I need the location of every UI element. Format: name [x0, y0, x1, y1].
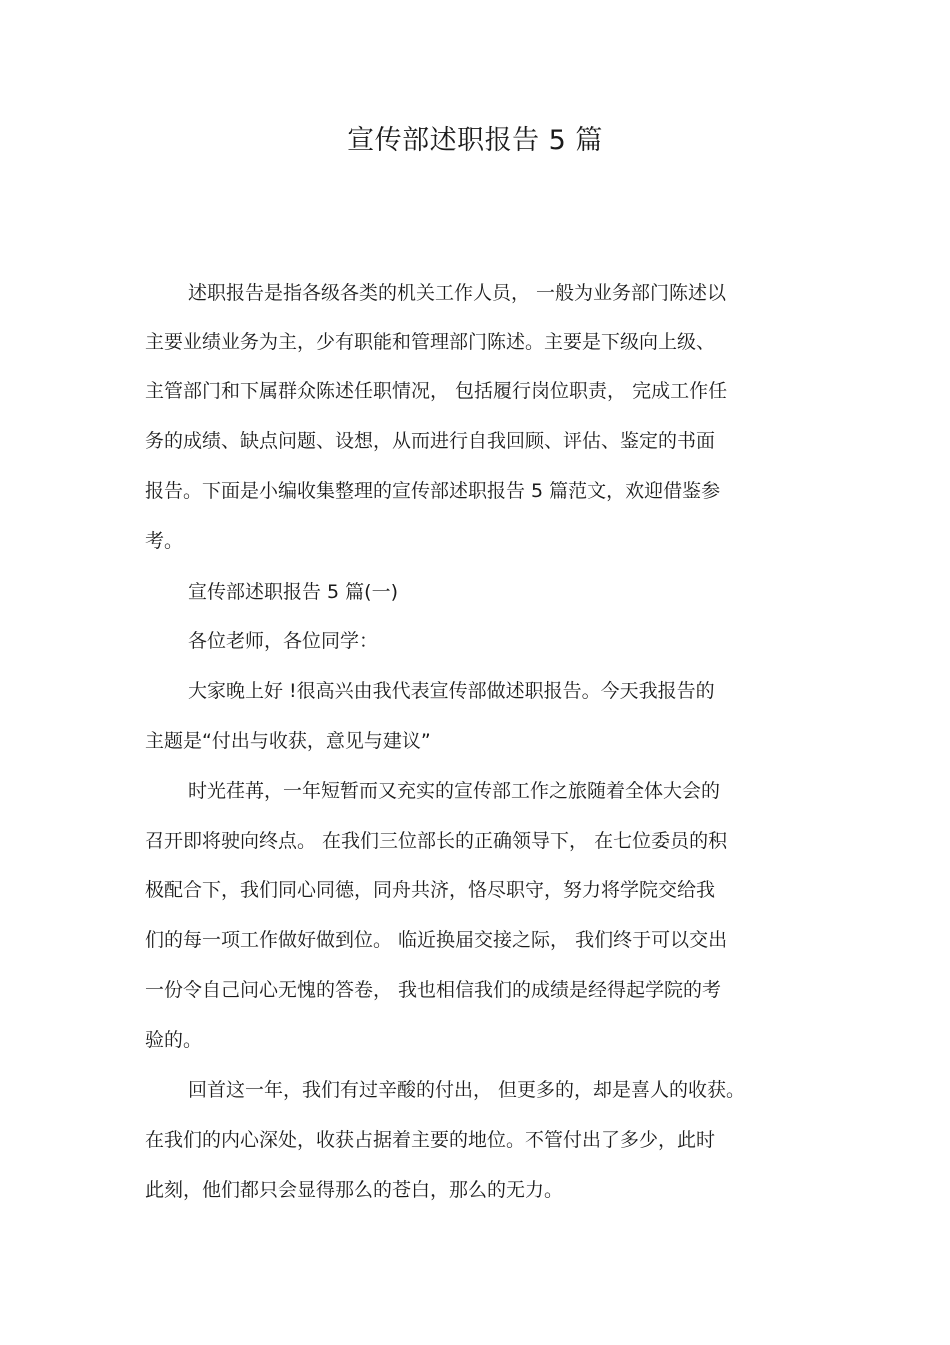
paragraph-line: 一份令自己问心无愧的答卷， 我也相信我们的成绩是经得起学院的考: [145, 979, 722, 1001]
paragraph-line: 时光荏苒，一年短暂而又充实的宣传部工作之旅随着全体大会的: [188, 780, 721, 802]
paragraph-line: 主要业绩业务为主，少有职能和管理部门陈述。主要是下级向上级、: [145, 331, 716, 353]
paragraph-line: 回首这一年，我们有过辛酸的付出， 但更多的，却是喜人的收获。: [188, 1079, 746, 1101]
document-title: 宣传部述职报告 5 篇: [347, 125, 603, 156]
paragraph-line: 在我们的内心深处，收获占据着主要的地位。不管付出了多少，此时: [145, 1129, 716, 1151]
paragraph-line: 述职报告是指各级各类的机关工作人员， 一般为业务部门陈述以: [188, 282, 727, 304]
paragraph-line: 主题是“付出与收获，意见与建议”: [145, 730, 431, 752]
paragraph-line: 务的成绩、缺点问题、设想，从而进行自我回顾、评估、鉴定的书面: [145, 430, 716, 452]
section-heading: 宣传部述职报告 5 篇(一): [188, 581, 398, 603]
paragraph-line: 召开即将驶向终点。 在我们三位部长的正确领导下， 在七位委员的积: [145, 830, 728, 852]
paragraph-line: 验的。: [145, 1029, 203, 1051]
paragraph-line: 大家晚上好 !很高兴由我代表宣传部做述职报告。今天我报告的: [188, 680, 715, 702]
paragraph-line: 考。: [145, 530, 184, 552]
paragraph-line: 极配合下，我们同心同德，同舟共济，恪尽职守，努力将学院交给我: [145, 879, 716, 901]
paragraph-line: 此刻，他们都只会显得那么的苍白，那么的无力。: [145, 1179, 564, 1201]
paragraph-line: 报告。下面是小编收集整理的宣传部述职报告 5 篇范文，欢迎借鉴参: [145, 480, 721, 502]
paragraph-line: 们的每一项工作做好做到位。 临近换届交接之际， 我们终于可以交出: [145, 929, 728, 951]
salutation: 各位老师，各位同学：: [188, 630, 379, 652]
paragraph-line: 主管部门和下属群众陈述任职情况， 包括履行岗位职责， 完成工作任: [145, 380, 728, 402]
